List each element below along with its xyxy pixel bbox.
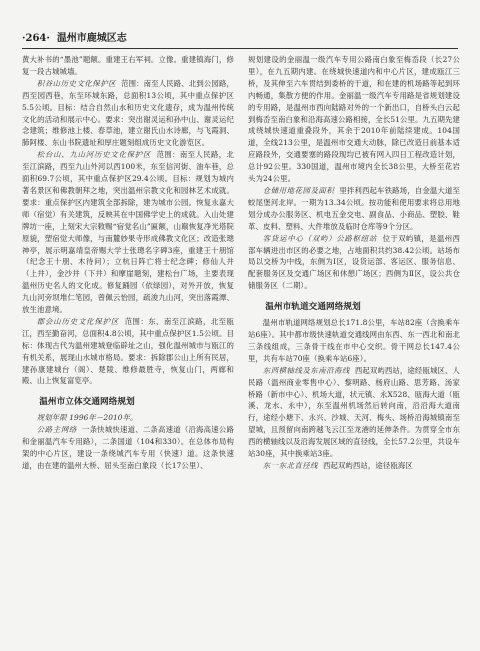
paragraph [248, 233, 460, 293]
section-heading: 温州市立体交通网络规划 [39, 397, 135, 408]
paragraph-text: 范围：南至人民路、北到公园路，西至园西巷，东至环城东路，总面积13公顷，其中重点保护区5.5公顷。目标：结合自然山水和历史文化遗存，成为温州传统文化的活动和展示中心。要求：突出谢灵运和孙中山、谢灵运纪念建筑；维修池上楼、春草池，建立谢氏山水诗廊，与飞霞洞、肺阿楼、东山书院遗址和厚庄题刻组成历史文化游览区。 [22, 78, 234, 148]
paragraph-lead: 积谷山历史文化保护区 [36, 78, 117, 88]
paragraph-text: 位于双屿镇，是温州西部车辆进出市区的必要之地，占地面积共约38.42公顷。站场布局以交桥为中线，东侧为Ⅰ区，设货运部、客运区、服务信息、配套服务区及交通广场区和休憩广场区；西侧为Ⅱ区，设公共仓储服务区（二期）。 [248, 233, 460, 291]
paragraph-lead: 东西横轴线及东南沿海线 [262, 365, 350, 375]
paragraph-text: 西起双屿西站，途径瓯海区 [322, 461, 413, 470]
paragraph-lead: 客货运中心（双屿）公路枢纽站 [262, 233, 378, 243]
book-title: 温州市鹿城区志 [56, 33, 127, 44]
planning-period: 规划年限 1996年－2010年。 [36, 413, 138, 423]
page-number: ·264· [22, 33, 50, 44]
paragraph-text: 一条快城快速道、二条高速道（沿海高速公路和金丽温汽车专用路），二条国道（104和330）。在总体布局构架的中心片区，建设一条绕城汽车专用（快速）道。这条快速道，由在建的温州大桥、屈头至南白象段（长17公里）、 [22, 425, 234, 470]
paragraph [22, 78, 234, 149]
paragraph: 黄大补书的“墨池”题额。重建王右军祠。立像。重建镇海门，修复一段古城城墙。 [22, 55, 234, 76]
paragraph [248, 185, 460, 233]
paragraph-lead: 东一东北直径线 [262, 461, 319, 470]
paragraph-lead: 仓储用地花园及面积 [262, 185, 335, 195]
paragraph-lead: 公路主网络 [36, 425, 77, 435]
paragraph-lead: 郡会山历史文化保护区 [36, 316, 120, 326]
paragraph-text: 范围：南至人民路，北至江滨路，西至九山外河以西100米，东至信河街、油车巷，总面积69.7公顷，其中重点保护区29.4公顷。目标：规划为城内著名景区和佛教朝拜之地，突出温州宗教文化和园林艺术成就。要求：重点保护区内建筑全部拆除，建为城市公园。恢复永嘉大师（宿觉）有关建筑，反映其在中国佛学史上的成就。入山处建牌坊一座，上刻宋大宗敕赐“宿觉名山”匾额，山巅恢复净光塔院原貌，塑宿觉大师像，与南麓妙果寺形成佛教文化区；改造张璁神亭，展示明嘉靖皇帝赐大学士张璁名字碑3座，重建王十朋馆（纪念王十朋、木待问）；立杭日阵亡将士纪念碑；修仙人井（上井），金沙井（下井）和摩崖题刻，建松台广场，主要表现温州历史名人的文化成。修复踊园（依绿园），对外开放，恢复九山河旁坝堆仁笔园，曾佩云怡园，疏浚九山河，突出落霞潭、放生池意境。 [22, 150, 234, 315]
paragraph [22, 316, 234, 387]
right-column [248, 54, 460, 472]
left-column [22, 54, 234, 472]
paragraph [248, 460, 460, 472]
paragraph-text: 里拌利西起车铁路场，自金温大道至蛟尾堡河北岸。一期为13.34公顷。按功能和使用要求将总用地划分成办公服务区、机电五金交电、副食品、小商品、塑胶、鞋革、皮料、塑料、大件堆放及临时仓库等9个分区。 [248, 185, 460, 231]
paragraph [22, 149, 234, 316]
paragraph-text: 西起双屿西站，途经瓯城区、人民路（温州商业零售中心）、黎明路、杨府山路、思芳路、汤家桥路（新市中心）、机场大道，状元镇、永X528、瓯海大道（瓯溪、龙水、永中），东至温州机场然后转向南，沿沿海大道南行，途经小塘下、永兴、沙城、天河、梅头、场桥沿海城镇南至望城，且预留向南跨越飞云江至龙港的延伸条件。为贯穿全市东西的横轴线以及沿海发展区域的直径线，全长57.2公里，共设车站30座，其中换乘站3座。 [248, 365, 460, 459]
paragraph-lead: 松台山、九山河历史文化保护区 [36, 150, 152, 160]
paragraph: 规划建设的金丽温一级汽车专用公路南白象至梅岙段（长27公里），在九五期内建。在绕城快速道内和中心片区，建成瓯江三桥，及其伸至六车贯结到委桥的干道，和在建的机场路等起到环内畅通，集散方便的作用。金丽温一级汽车专用路是省规划建设的专用路，是温州市西向陆路对外的一个新出口，自桥头白云起到梅岙至南白象和沿海高速公路相接，全长51公里。九五期先建成绕城快速道重叠段外，其余于2010年前陆续建成。104国道，全线213公里，是温州市交通大动脉，除已改造日前基本适应路段外，交通要塞的路段现均已被有网入四日工程改造计划，总计92公里。330国道，温州市境内全长38公里，大桥至花岩头为24公里。 [248, 55, 460, 184]
paragraph [22, 424, 234, 472]
paragraph-text: 范围：东、南至江滨路，北至瓯江，西至勤奋河，总面积4.8公顷，其中重点保护区1.5公顷。目标：体现古代为温州建城登临辟址之山，强化温州城市与瓯江的有机关系，展现山水城市格局。要求：拆除郡公山上所有民居，建孙康建城台（阁）、楚陵、维修最胜寺，恢复山门，两廊和殿、山上恢复富览亭。 [22, 316, 234, 386]
header-rule [22, 48, 458, 49]
page-header [22, 32, 458, 46]
section-heading: 温州市轨道交通网络规划 [265, 302, 361, 313]
paragraph [248, 365, 460, 460]
paragraph: 温州市轨道网络规划总长171.8公里，车站82座（含换乘车站6座）。其中都市级快速轨道交通线网由东西、东一西北和南北三条线组成，三条骨干线在市中心交织。骨干网总长147.4公里，共有车站70座（换乘车站6座）。 [248, 318, 460, 363]
